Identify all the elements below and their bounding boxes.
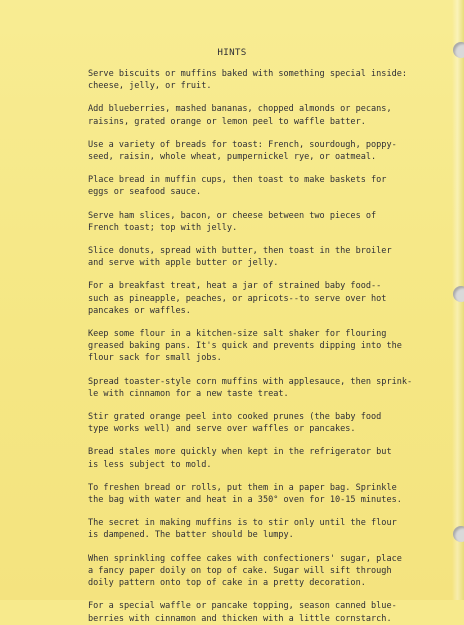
hint-paragraph: Spread toaster-style corn muffins with applesauce, then sprink- le with cinnamon for a new taste treat. [88,376,413,399]
hint-paragraph: Add blueberries, mashed bananas, chopped almonds or pecans, raisins, grated orange or lemon peel to waffle batter. [88,104,392,127]
hint-paragraph: Serve ham slices, bacon, or cheese between two pieces of French toast; top with jelly. [88,210,377,233]
binder-hole-bottom [453,526,464,542]
hint-paragraph: Slice donuts, spread with butter, then toast in the broiler and serve with apple butter or jelly. [88,246,392,269]
page-title: HINTS [217,47,247,58]
binder-hole-middle [453,286,464,302]
hint-paragraph: Stir grated orange peel into cooked prunes (the baby food type works well) and serve over waffles or pancakes. [88,412,382,435]
hint-paragraph: Keep some flour in a kitchen-size salt shaker for flouring greased baking pans. It's quick and prevents dipping into the flour sack for small jobs. [88,329,402,364]
hints-list [88,68,440,625]
hint-paragraph: Serve biscuits or muffins baked with something special inside: cheese, jelly, or fruit. [88,69,408,92]
hint-paragraph: When sprinkling coffee cakes with confectioners' sugar, place a fancy paper doily on top of cake. Sugar will sift through doily pattern onto top of cake in a pretty decoration. [88,553,402,589]
hint-paragraph: For a breakfast treat, heat a jar of strained baby food-- such as pineapple, peaches, or apricots--to serve over hot pancakes or waffles. [88,281,387,316]
hint-paragraph: Use a variety of breads for toast: French, sourdough, poppy- seed, raisin, whole wheat, pumpernickel rye, or oatmeal. [88,139,397,163]
hint-paragraph: To freshen bread or rolls, put them in a paper bag. Sprinkle the bag with water and heat in a 350° oven for 10-15 minutes. [88,482,402,506]
hint-paragraph: For a special waffle or pancake topping, season canned blue- berries with cinnamon and thicken with a little cornstarch. [88,601,397,624]
hint-paragraph: The secret in making muffins is to stir only until the flour is dampened. The batter should be lumpy. [88,518,397,541]
hint-paragraph: Place bread in muffin cups, then toast to make baskets for eggs or seafood sauce. [88,175,387,198]
hint-paragraph: Bread stales more quickly when kept in the refrigerator but is less subject to mold. [88,447,392,470]
